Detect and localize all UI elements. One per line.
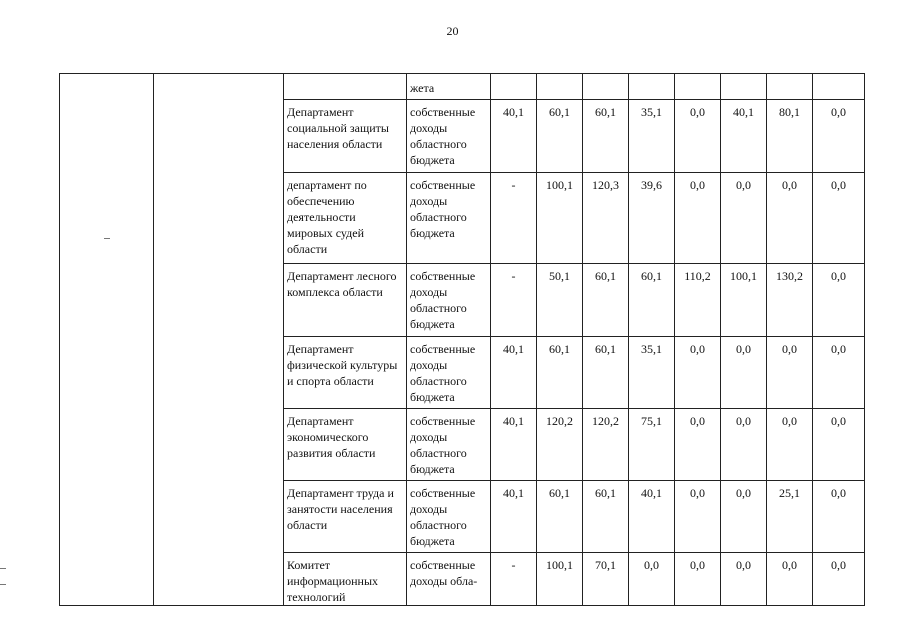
value-cell: 0,0 (675, 409, 721, 481)
value-cell: 0,0 (721, 173, 767, 264)
value-cell (813, 74, 865, 100)
value-cell: - (491, 553, 537, 606)
value-cell: 0,0 (675, 100, 721, 173)
value-cell: 40,1 (629, 481, 675, 553)
value-cell: 75,1 (629, 409, 675, 481)
value-cell: 100,1 (537, 553, 583, 606)
value-cell: 110,2 (675, 264, 721, 337)
value-cell: 60,1 (537, 337, 583, 409)
source-cell: собственные доходы областного бюджета (407, 481, 491, 553)
source-cell: собственные доходы областного бюджета (407, 264, 491, 337)
margin-mark (0, 584, 6, 585)
blank-column-cell (60, 74, 154, 606)
value-cell: 25,1 (767, 481, 813, 553)
value-cell: 35,1 (629, 337, 675, 409)
value-cell: 0,0 (813, 481, 865, 553)
value-cell: 40,1 (491, 337, 537, 409)
value-cell: 100,1 (537, 173, 583, 264)
value-cell: 0,0 (767, 409, 813, 481)
page-number: 20 (446, 24, 459, 38)
value-cell: 0,0 (675, 481, 721, 553)
value-cell (491, 74, 537, 100)
value-cell: 40,1 (491, 409, 537, 481)
value-cell: 40,1 (491, 100, 537, 173)
value-cell: 0,0 (767, 337, 813, 409)
blank-column-cell (154, 74, 284, 606)
department-cell: департамент по обеспечению деятельности мировых судей области (284, 173, 407, 264)
budget-table (59, 73, 865, 606)
value-cell: 60,1 (583, 481, 629, 553)
value-cell: 70,1 (583, 553, 629, 606)
value-cell: 0,0 (813, 409, 865, 481)
value-cell: 60,1 (537, 481, 583, 553)
value-cell: 120,2 (583, 409, 629, 481)
table-row-continuation (60, 74, 865, 100)
value-cell: 120,3 (583, 173, 629, 264)
source-cell: собственные доходы областного бюджета (407, 173, 491, 264)
value-cell: - (491, 173, 537, 264)
value-cell: 0,0 (721, 481, 767, 553)
source-cell: собственные доходы областного бюджета (407, 337, 491, 409)
source-cell: собственные доходы обла- (407, 553, 491, 606)
value-cell: 39,6 (629, 173, 675, 264)
value-cell: 0,0 (813, 100, 865, 173)
source-cell: собственные доходы областного бюджета (407, 409, 491, 481)
value-cell: 100,1 (721, 264, 767, 337)
department-cell: Комитет информационных технологий (284, 553, 407, 606)
department-cell: Департамент экономического развития области (284, 409, 407, 481)
value-cell: 80,1 (767, 100, 813, 173)
value-cell (675, 74, 721, 100)
source-cell: собственные доходы областного бюджета (407, 100, 491, 173)
margin-mark (0, 568, 6, 569)
department-cell: Департамент физической культуры и спорта области (284, 337, 407, 409)
value-cell: 0,0 (767, 173, 813, 264)
value-cell: 0,0 (721, 553, 767, 606)
value-cell: 0,0 (675, 553, 721, 606)
department-cell: Департамент социальной защиты населения области (284, 100, 407, 173)
value-cell: 35,1 (629, 100, 675, 173)
value-cell: 0,0 (813, 264, 865, 337)
value-cell: 0,0 (721, 337, 767, 409)
value-cell: 0,0 (721, 409, 767, 481)
value-cell (537, 74, 583, 100)
value-cell: 60,1 (537, 100, 583, 173)
value-cell (629, 74, 675, 100)
department-cell: Департамент лесного комплекса области (284, 264, 407, 337)
value-cell: 0,0 (767, 553, 813, 606)
value-cell: 40,1 (491, 481, 537, 553)
source-cell: жета (407, 74, 491, 100)
value-cell (721, 74, 767, 100)
department-cell (284, 74, 407, 100)
value-cell: - (491, 264, 537, 337)
value-cell: 0,0 (813, 337, 865, 409)
value-cell: 120,2 (537, 409, 583, 481)
value-cell: 40,1 (721, 100, 767, 173)
department-cell: Департамент труда и занятости населения области (284, 481, 407, 553)
value-cell: 0,0 (675, 337, 721, 409)
value-cell: 0,0 (813, 173, 865, 264)
value-cell: 130,2 (767, 264, 813, 337)
value-cell: 60,1 (583, 264, 629, 337)
value-cell: 0,0 (813, 553, 865, 606)
value-cell: 60,1 (629, 264, 675, 337)
value-cell (767, 74, 813, 100)
value-cell: 0,0 (629, 553, 675, 606)
value-cell: 0,0 (675, 173, 721, 264)
value-cell: 60,1 (583, 337, 629, 409)
value-cell: 50,1 (537, 264, 583, 337)
value-cell (583, 74, 629, 100)
value-cell: 60,1 (583, 100, 629, 173)
